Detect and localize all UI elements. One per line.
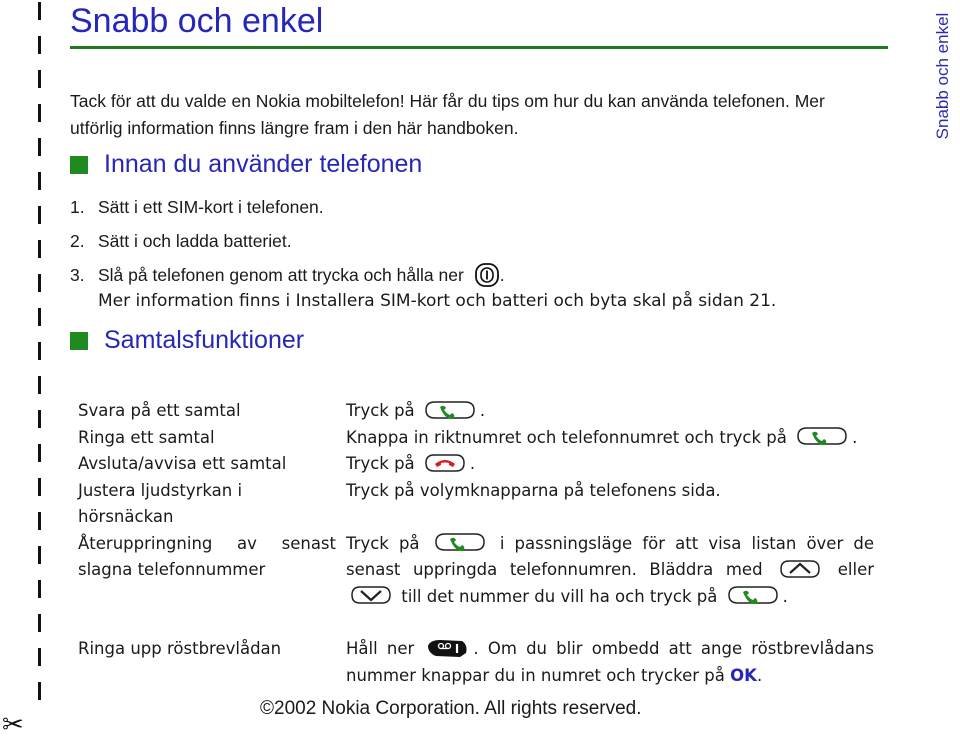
page-title: Snabb och enkel <box>70 2 324 40</box>
desc-text: . <box>479 401 486 420</box>
call-key-icon <box>433 531 487 553</box>
step-number: 2. <box>70 230 85 251</box>
desc-text: . <box>469 454 476 473</box>
table-row <box>78 451 874 478</box>
scroll-down-key-icon <box>349 584 393 606</box>
table-row <box>78 425 874 452</box>
section-heading-call-functions <box>70 326 304 355</box>
scissors-icon: ✂ <box>2 710 24 740</box>
section-heading-label: Samtalsfunktioner <box>104 326 305 354</box>
call-key-icon <box>423 399 477 421</box>
step-text: Sätt i ett SIM-kort i telefonen. <box>98 196 324 217</box>
cut-line <box>38 0 44 720</box>
step-item <box>70 190 505 224</box>
desc-text: eller <box>837 560 875 579</box>
side-tab-label: Snabb och enkel <box>933 12 952 140</box>
desc-text: . Om du blir ombedd att ange röstbrevlådans nummer knappar du in numret och trycker på <box>346 639 874 685</box>
step-number: 3. <box>70 264 85 285</box>
title-rule <box>70 46 888 49</box>
setup-steps <box>70 190 505 292</box>
ok-softkey-label: OK <box>730 665 757 685</box>
function-label: Ringa ett samtal <box>78 427 215 447</box>
table-row <box>78 610 874 689</box>
voicemail-key-icon <box>426 637 470 659</box>
section-heading-before-use <box>70 150 422 179</box>
scroll-up-key-icon <box>778 558 822 580</box>
table-row <box>78 398 874 425</box>
function-label: Ringa upp röstbrevlådan <box>78 639 282 658</box>
function-description <box>346 425 874 452</box>
intro-text: Tack för att du valde en Nokia mobiltelefon! Här får du tips om hur du kan använda telefonen. Mer utförlig information finns längre fram i den här handboken. <box>70 91 825 138</box>
desc-text: . <box>782 586 788 606</box>
function-description: Tryck på volymknapparna på telefonens sida. <box>346 480 721 500</box>
desc-text: Tryck på <box>346 454 415 473</box>
table-row <box>78 478 874 531</box>
section-heading-label: Innan du använder telefonen <box>104 150 423 178</box>
function-label: Justera ljudstyrkan i hörsnäckan <box>78 480 243 526</box>
desc-text: Tryck på <box>346 401 415 420</box>
desc-text: Knappa in riktnumret och telefonnumret och tryck på <box>346 427 787 447</box>
desc-text: Håll ner <box>346 639 415 658</box>
function-description <box>346 531 874 611</box>
desc-text: till det nummer du vill ha och tryck på <box>401 586 718 606</box>
desc-text: i passningsläge för att visa listan över de senast uppringda telefonnumren. Bläddra med <box>346 533 875 579</box>
desc-text: . <box>756 665 763 685</box>
end-key-icon <box>423 452 467 474</box>
call-functions-table <box>78 398 874 689</box>
table-row <box>78 531 874 611</box>
function-label: Avsluta/avvisa ett samtal <box>78 454 287 473</box>
call-key-icon <box>726 584 780 606</box>
more-info-text: Mer information finns i Installera SIM-kort och batteri och byta skal på sidan 21. <box>98 291 777 311</box>
bullet-square-icon <box>70 332 88 350</box>
copyright-footer: ©2002 Nokia Corporation. All rights reserved. <box>260 698 642 719</box>
call-key-icon <box>795 425 849 447</box>
power-key-icon <box>474 262 500 288</box>
step-item <box>70 224 505 258</box>
function-description <box>346 398 874 425</box>
function-description <box>346 451 874 478</box>
step-text: Slå på telefonen genom att trycka och hålla ner <box>98 264 464 285</box>
desc-text: Tryck på <box>346 533 420 553</box>
function-description <box>346 610 874 689</box>
step-item <box>70 258 505 292</box>
function-label: Svara på ett samtal <box>78 401 241 420</box>
desc-text: . <box>852 427 858 447</box>
side-tab <box>930 6 956 146</box>
step-text: Sätt i och ladda batteriet. <box>98 230 292 251</box>
bullet-square-icon <box>70 156 88 174</box>
function-label: Återuppringning av senast slagna telefonnummer <box>78 533 336 579</box>
step-suffix: . <box>499 264 505 285</box>
step-number: 1. <box>70 196 85 217</box>
